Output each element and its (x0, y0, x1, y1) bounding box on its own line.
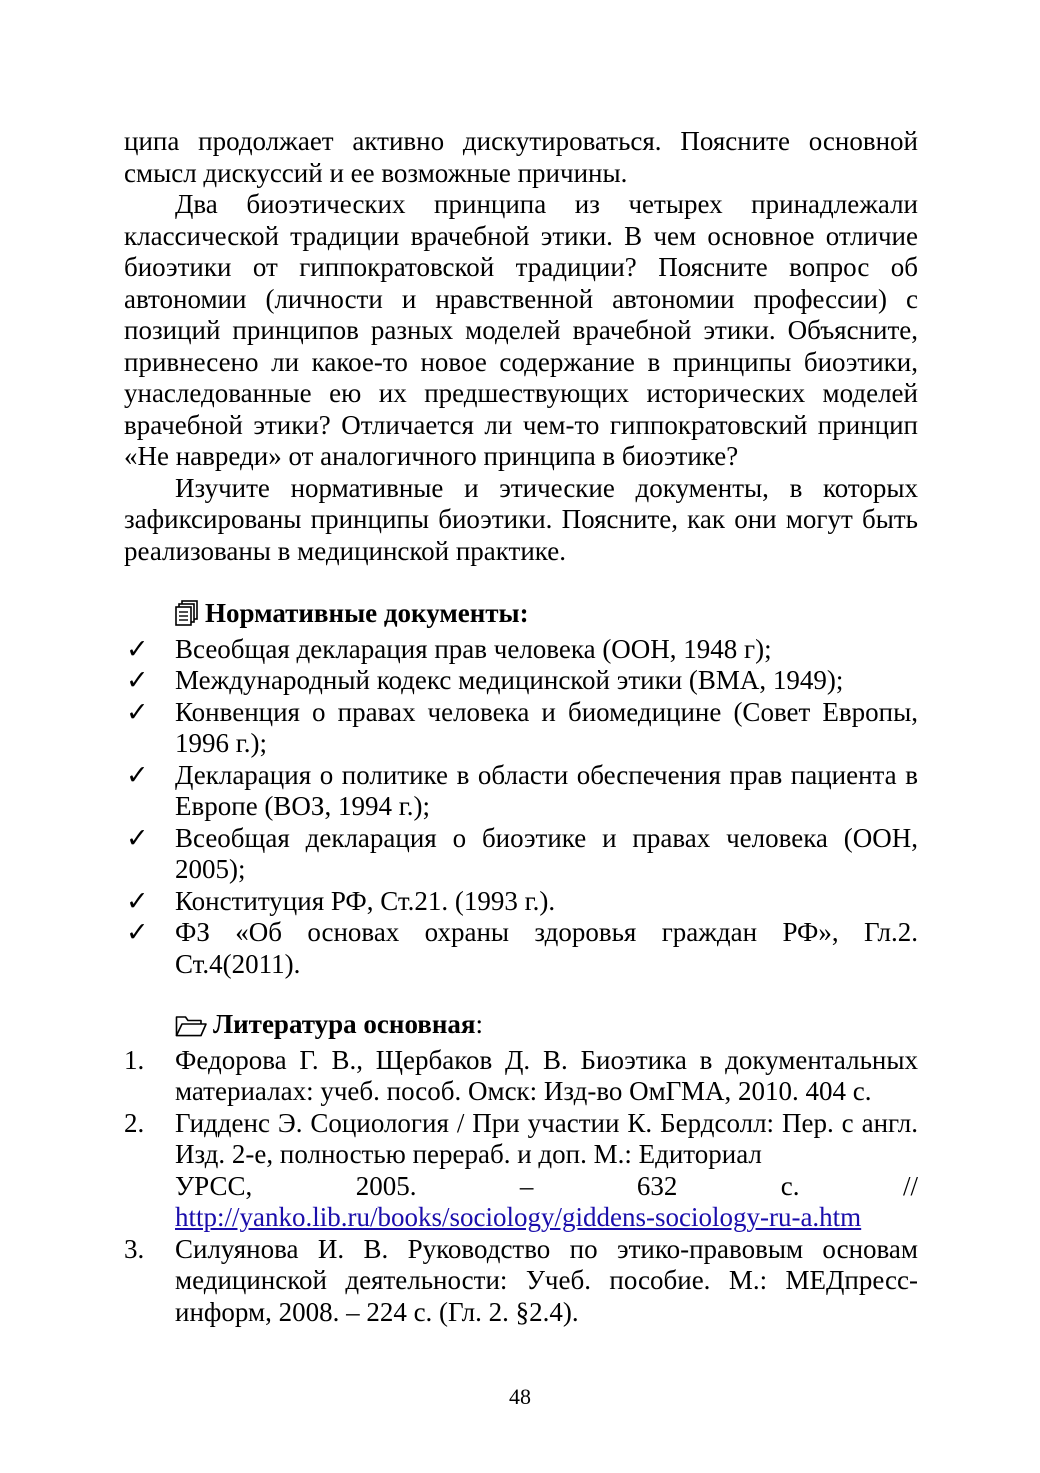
list-item: ✓ Конституция РФ, Ст.21. (1993 г.). (126, 885, 556, 916)
checkmark-icon: ✓ (126, 696, 149, 727)
list-item: 3. Силуянова И. В. Руководство по этико-правовым основам медицинской деятельности: Учеб. пособие. М.: МЕДпресс-информ, 2008. – 224 с. (Гл. 2. §2.4). (124, 1233, 918, 1327)
list-item: ✓ Декларация о политике в области обеспечения прав пациента в Европе (ВОЗ, 1994 г.); (126, 759, 918, 821)
paragraph-continuation: ципа продолжает активно дискутироваться. Поясните основной смысл дискуссий и ее возможные причины. (124, 126, 918, 188)
normative-list (124, 634, 918, 981)
list-item: 1. Федорова Г. В., Щербаков Д. В. Биоэтика в документальных материалах: учеб. пособ. Омск: Изд-во ОмГМА, 2010. 404 с. (124, 1044, 918, 1106)
paragraph-documents-task: Изучите нормативные и этические документы, в которых зафиксированы принципы биоэтики. Поясните, как они могут быть реализованы в медицинской практике. (124, 472, 918, 566)
list-item: 2. Гидденс Э. Социология / При участии К. Бердсолл: Пер. с англ. Изд. 2-е, полностью перераб. и доп. М.: Едиториал УРСС, 2005. – 632 с. // http://yanko.lib.ru/books/sociology/giddens-sociology-ru-a.htm (124, 1107, 918, 1232)
normative-heading (175, 598, 918, 634)
list-item: ✓ Международный кодекс медицинской этики (ВМА, 1949); (126, 665, 844, 695)
page-number: 48 (509, 1384, 531, 1409)
giddens-sociology-link[interactable]: http://yanko.lib.ru/books/sociology/giddens-sociology-ru-a.htm (175, 1202, 862, 1232)
checkmark-icon: ✓ (126, 759, 149, 790)
checkmark-icon: ✓ (126, 665, 149, 695)
list-item: ✓ Конвенция о правах человека и биомедицине (Совет Европы, 1996 г.); (126, 696, 918, 758)
list-item: ✓ ФЗ «Об основах охраны здоровья граждан РФ», Гл.2. Ст.4(2011). (126, 917, 918, 979)
literature-list (124, 1045, 918, 1329)
normative-heading-text: Нормативные документы: (205, 598, 529, 628)
literature-heading-text: Литература основная (213, 1009, 476, 1039)
literature-heading: Литература основная: (175, 1009, 918, 1045)
folder-icon (175, 1013, 207, 1045)
list-item: ✓ Всеобщая декларация о биоэтике и правах человека (ООН, 2005); (126, 822, 918, 884)
citation-line: УРСС, 2005. – 632 с. // (175, 1170, 918, 1201)
list-item: ✓ Всеобщая декларация прав человека (ООН, 1948 г); (126, 633, 772, 664)
document-stack-icon (175, 600, 199, 634)
page-body (124, 126, 918, 1328)
checkmark-icon: ✓ (126, 633, 149, 664)
checkmark-icon: ✓ (126, 822, 149, 853)
checkmark-icon: ✓ (126, 885, 149, 916)
checkmark-icon: ✓ (126, 917, 149, 947)
paragraph-principles: Два биоэтических принципа из четырех принадлежали классической традиции врачебной этики. В чем основное отличие биоэтики от гиппократовской традиции? Поясните вопрос об автономии (личности и нравственной автономии профессии) с позиций принципов разных моделей врачебной этики. Объясните, привнесено ли какое-то новое содержание в принципы биоэтики, унаследованные ею их предшествующих исторических моделей врачебной этики? Отличается ли чем-то гиппократовский принцип «Не навреди» от аналогичного принципа в биоэтике? (124, 189, 918, 471)
